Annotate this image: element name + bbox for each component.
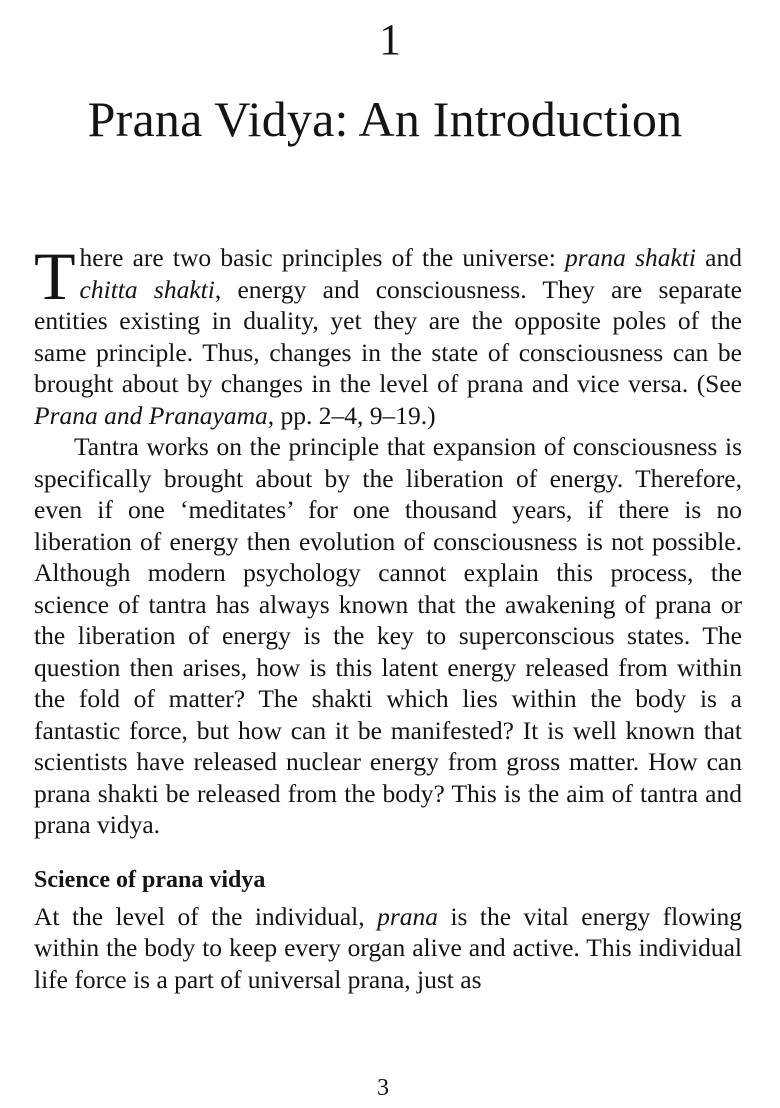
section-heading: Science of prana vidya [34,866,266,893]
paragraph-3 [34,901,742,996]
paragraph-1-text-4: , pp. 2–4, 9–19.) [267,400,436,430]
book-reference-title: Prana and Pranayama [34,400,268,430]
term-chitta-shakti: chitta shakti [79,274,215,304]
body-text [34,238,742,995]
term-prana-shakti: prana shakti [564,243,696,272]
page-number: 3 [377,1075,389,1101]
paragraph-1-text-2: and [696,243,742,272]
chapter-title: Prana Vidya: An Introduction [87,91,683,147]
paragraph-3-text-2: is the vital energy flowing within the body to keep every organ alive and active. This individual life force is a part of universal prana, just as [34,901,742,994]
drop-cap: T [34,238,76,314]
term-prana: prana [377,901,439,931]
chapter-number: 1 [379,15,401,64]
paragraph-3-text-1: At the level of the individual, [34,901,378,931]
paragraph-1-text-1: here are two basic principles of the universe: [79,243,565,272]
paragraph-2: Tantra works on the principle that expansion of consciousness is specifically brought about by the liberation of energy. Therefore, even if one ‘meditates’ for one thousand years, if there is no liberation of energy then evolution of consciousness is not possible. Although modern psychology cannot explain this process, the science of tantra has always known that the awakening of prana or the liberation of energy is the key to superconscious states. The question then arises, how is this latent energy released from within the fold of matter? The shakti which lies within the body is a fantastic force, but how can it be manifested? It is well known that scientists have released nuclear energy from gross matter. How can prana shakti be released from the body? This is the aim of tantra and prana vidya. [34,432,742,839]
paragraph-1-text-3: , energy and consciousness. They are separate entities existing in duality, yet they are the opposite poles of the same principle. Thus, changes in the state of consciousness can be brought about by changes in the level of prana and vice versa. (See [34,274,742,398]
paragraph-1 [34,238,742,431]
